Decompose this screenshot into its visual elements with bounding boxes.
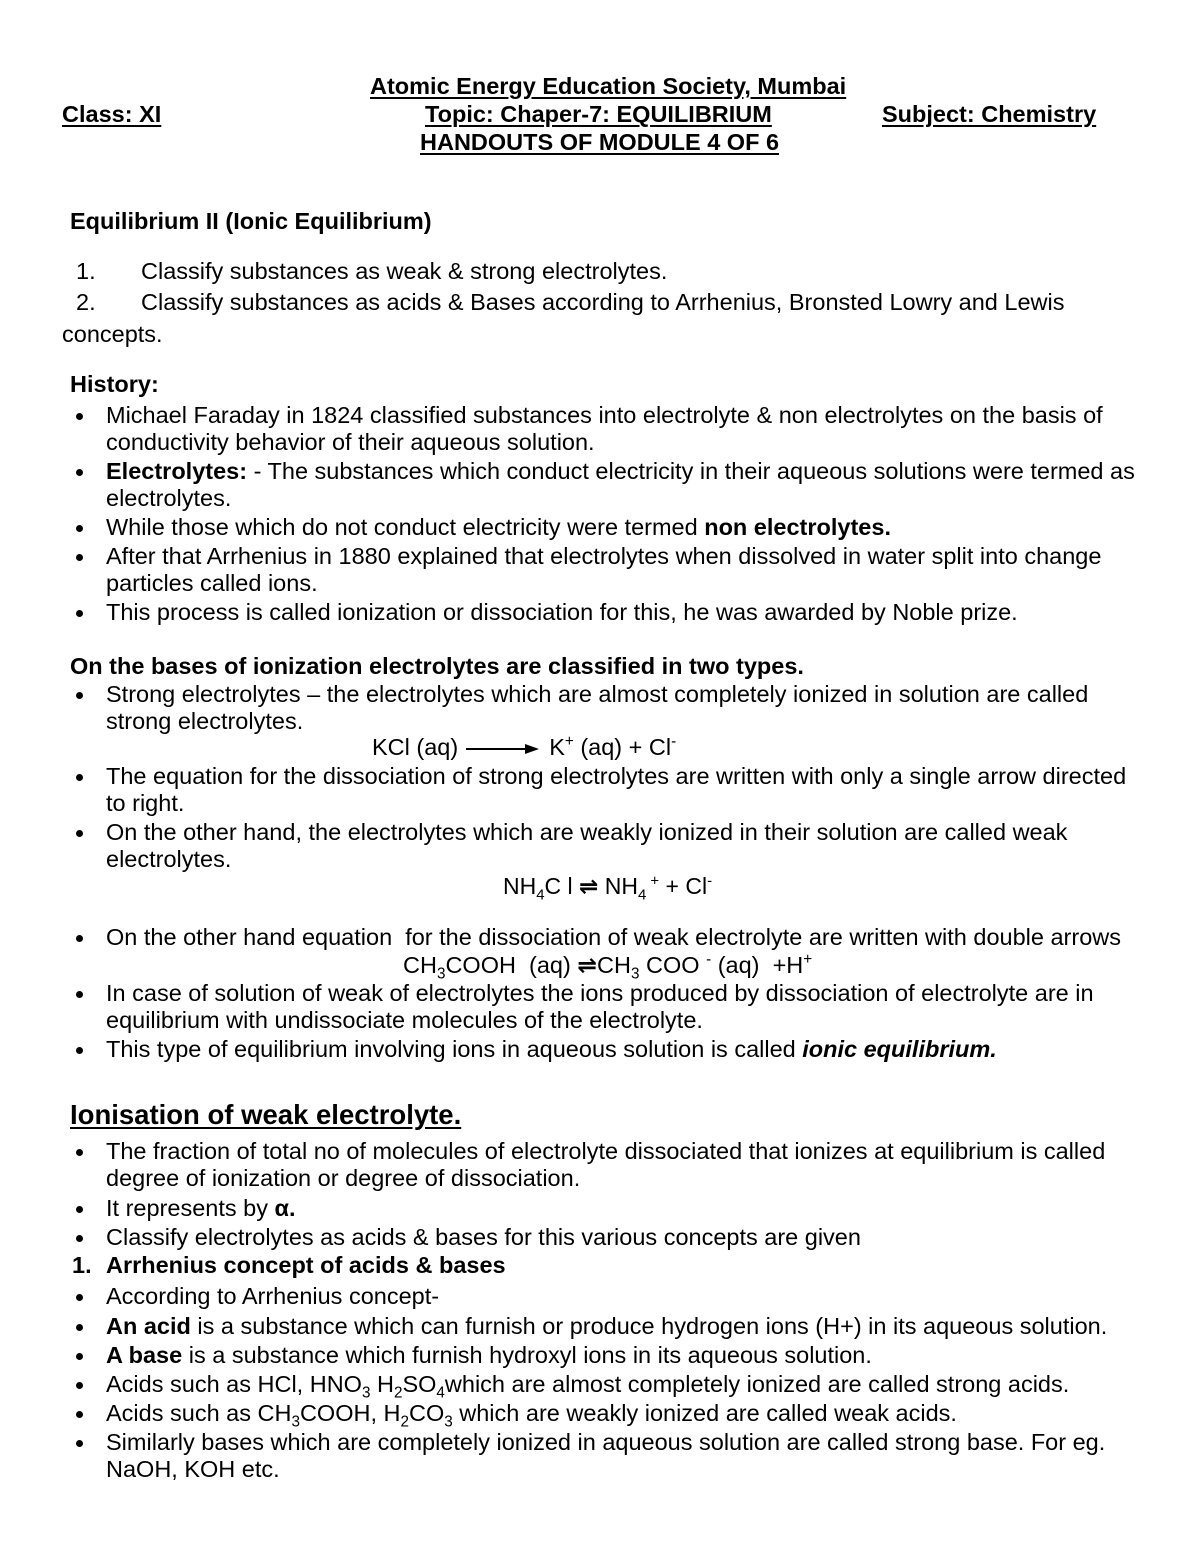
bullet-text: This process is called ionization or dissociation for this, he was awarded by Noble prize.	[106, 599, 1018, 625]
formula-subscript: 4	[436, 1384, 445, 1402]
equation-reactant: KCl (aq)	[372, 734, 459, 760]
equilibrium-arrow: ⇌	[579, 874, 599, 900]
bullet-text: This type of equilibrium involving ions in aqueous solution is called	[106, 1036, 803, 1062]
bullet-icon	[76, 1324, 83, 1331]
bullet-equilibrium	[106, 980, 1142, 1034]
bullet-icon	[76, 935, 83, 942]
term-bold: A base	[106, 1342, 183, 1368]
bullet-icon	[76, 830, 83, 837]
equation-kcl	[372, 734, 676, 761]
term-bold: An acid	[106, 1313, 191, 1339]
ionisation-heading: Ionisation of weak electrolyte.	[70, 1099, 462, 1130]
bullet-icon	[76, 1440, 83, 1447]
bullet-base	[106, 1342, 1142, 1369]
bullet-faraday	[106, 402, 1142, 456]
arrhenius-heading	[72, 1252, 506, 1279]
equation-ion: (aq) + Cl	[573, 734, 672, 760]
bullet-icon	[76, 1382, 83, 1389]
bullet-text: On the other hand, the electrolytes which are weakly ionized in their solution are called weak electrolytes.	[106, 819, 1074, 872]
classification-heading: On the bases of ionization electrolytes are classified in two types.	[70, 653, 804, 679]
bullet-icon	[76, 1206, 83, 1213]
bullet-icon	[76, 991, 83, 998]
bullet-strong-acids	[106, 1371, 1142, 1402]
bullet-icon	[76, 1411, 83, 1418]
bullet-text: CO	[408, 1400, 445, 1426]
bullet-text: According to Arrhenius concept-	[106, 1283, 440, 1309]
bullet-text: It represents by	[106, 1195, 275, 1221]
alpha-symbol: α.	[274, 1195, 296, 1221]
bullet-icon	[76, 469, 83, 476]
objective-number: 1.	[76, 258, 96, 284]
bullet-strong-electrolytes	[106, 681, 1142, 735]
bullet-text: The fraction of total no of molecules of electrolyte dissociated that ionizes at equilibrium is called degree of ionization or degree of dissociation.	[106, 1138, 1112, 1191]
bullet-text: In case of solution of weak of electrolytes the ions produced by dissociation of electrolyte are in equilibrium with undissociate molecules of the electrolyte.	[106, 980, 1101, 1033]
bullet-weak-acids	[106, 1400, 1142, 1431]
formula-subscript: 3	[436, 965, 446, 983]
term-bold-italic: ionic equilibrium.	[802, 1036, 997, 1062]
class-label: Class: XI	[62, 101, 162, 127]
ion-charge: -	[671, 733, 677, 751]
term-bold: non electrolytes.	[704, 514, 891, 540]
formula-subscript: 3	[361, 1384, 371, 1402]
heading-text: Arrhenius concept of acids & bases	[106, 1252, 506, 1278]
bullet-arrhenius	[106, 543, 1142, 597]
bullet-strong-base	[106, 1429, 1142, 1483]
formula-part: NH	[503, 873, 537, 899]
bullet-classify	[106, 1224, 1142, 1251]
equation-acetic-acid	[403, 951, 813, 983]
bullet-icon	[76, 610, 83, 617]
bullet-text: which are weakly ionized are called weak acids.	[452, 1400, 957, 1426]
bullet-text: Michael Faraday in 1824 classified substances into electrolyte & non electrolytes on the basis of conductivity behavior of their aqueous solution.	[106, 402, 1110, 455]
bullet-text: Similarly bases which are completely ionized in aqueous solution are called strong base. For eg. NaOH, KOH etc.	[106, 1429, 1112, 1482]
objective-2	[62, 286, 1140, 350]
bullet-icon	[76, 1294, 83, 1301]
objective-1	[62, 255, 1140, 287]
formula-part: CH	[597, 952, 631, 978]
bullet-ionization	[106, 599, 1142, 626]
formula-subscript: 3	[631, 965, 640, 983]
formula-subscript: 2	[400, 1413, 409, 1431]
bullet-text: Acids such as CH	[106, 1400, 292, 1426]
formula-subscript: 4	[536, 886, 545, 904]
history-heading: History:	[70, 371, 159, 397]
bullet-icon	[76, 1149, 83, 1156]
formula-subscript: 3	[444, 1413, 453, 1431]
bullet-double-arrow	[106, 924, 1142, 951]
term-bold: Electrolytes:	[106, 458, 248, 484]
formula-subscript: 2	[393, 1384, 403, 1402]
ion-charge: -	[706, 951, 712, 969]
bullet-text: COOH, H	[299, 1400, 401, 1426]
bullet-icon	[76, 1235, 83, 1242]
objective-text: Classify substances as weak & strong electrolytes.	[141, 258, 668, 284]
bullet-electrolytes	[106, 458, 1142, 512]
formula-part: + Cl	[659, 873, 708, 899]
section-title: Equilibrium II (Ionic Equilibrium)	[70, 208, 432, 234]
formula-subscript: 4	[637, 886, 647, 904]
formula-part: C l	[544, 873, 580, 899]
bullet-single-arrow	[106, 763, 1142, 817]
ion-charge: +	[564, 733, 574, 751]
bullet-icon	[76, 1047, 83, 1054]
equilibrium-arrow: ⇌	[577, 951, 598, 979]
heading-number: 1.	[72, 1252, 92, 1278]
bullet-text: is a substance which furnish hydroxyl ions in its aqueous solution.	[182, 1342, 872, 1368]
bullet-icon	[76, 1353, 83, 1360]
equation-ion: K	[549, 734, 565, 760]
org-title: Atomic Energy Education Society, Mumbai	[370, 73, 847, 99]
formula-subscript: 3	[291, 1413, 300, 1431]
bullet-text: Classify electrolytes as acids & bases for this various concepts are given	[106, 1224, 861, 1250]
ion-charge: +	[803, 951, 813, 969]
bullet-text: - The substances which conduct electricity in their aqueous solutions were termed as electrolytes.	[106, 458, 1142, 511]
objective-number: 2.	[76, 289, 96, 315]
bullet-text: On the other hand equation for the dissociation of weak electrolyte are written with double arrows	[106, 924, 1121, 950]
bullet-non-electrolytes	[106, 514, 1142, 541]
bullet-icon	[76, 413, 83, 420]
bullet-acid	[106, 1313, 1142, 1340]
ion-charge: -	[707, 872, 713, 890]
formula-part: (aq) +H	[711, 952, 804, 978]
bullet-text: H	[370, 1371, 394, 1397]
formula-part: CH	[403, 952, 437, 978]
equation-nh4cl	[503, 872, 713, 904]
bullet-weak-electrolytes	[106, 819, 1142, 873]
formula-part: COOH (aq)	[445, 952, 578, 978]
bullet-icon	[76, 774, 83, 781]
bullet-icon	[76, 692, 83, 699]
subject-label: Subject: Chemistry	[882, 101, 1097, 127]
reaction-arrow-icon	[466, 742, 539, 756]
bullet-text: SO	[402, 1371, 437, 1397]
bullet-text: While those which do not conduct electricity were termed	[106, 514, 705, 540]
bullet-according	[106, 1283, 1142, 1310]
formula-part: COO	[639, 952, 707, 978]
bullet-text: Acids such as HCl, HNO	[106, 1371, 362, 1397]
topic-label: Topic: Chaper-7: EQUILIBRIUM	[425, 101, 772, 127]
bullet-icon	[76, 554, 83, 561]
formula-part: NH	[598, 873, 638, 899]
ion-charge: +	[646, 872, 660, 890]
bullet-text: The equation for the dissociation of strong electrolytes are written with only a single arrow directed to right.	[106, 763, 1133, 816]
bullet-text: After that Arrhenius in 1880 explained that electrolytes when dissolved in water split into change particles called ions.	[106, 543, 1108, 596]
bullet-text: Strong electrolytes – the electrolytes which are almost completely ionized in solution are called strong electrolytes.	[106, 681, 1095, 734]
bullet-text: is a substance which can furnish or produce hydrogen ions (H+) in its aqueous solution.	[190, 1313, 1108, 1339]
bullet-represents	[106, 1195, 1142, 1222]
objective-text: Classify substances as acids & Bases according to Arrhenius, Bronsted Lowry and Lewis concepts.	[62, 289, 1072, 347]
bullet-text: which are almost completely ionized are called strong acids.	[444, 1371, 1070, 1397]
bullet-icon	[76, 525, 83, 532]
bullet-ionic-equilibrium	[106, 1036, 1142, 1063]
bullet-fraction	[106, 1138, 1142, 1192]
module-label: HANDOUTS OF MODULE 4 OF 6	[420, 129, 780, 155]
